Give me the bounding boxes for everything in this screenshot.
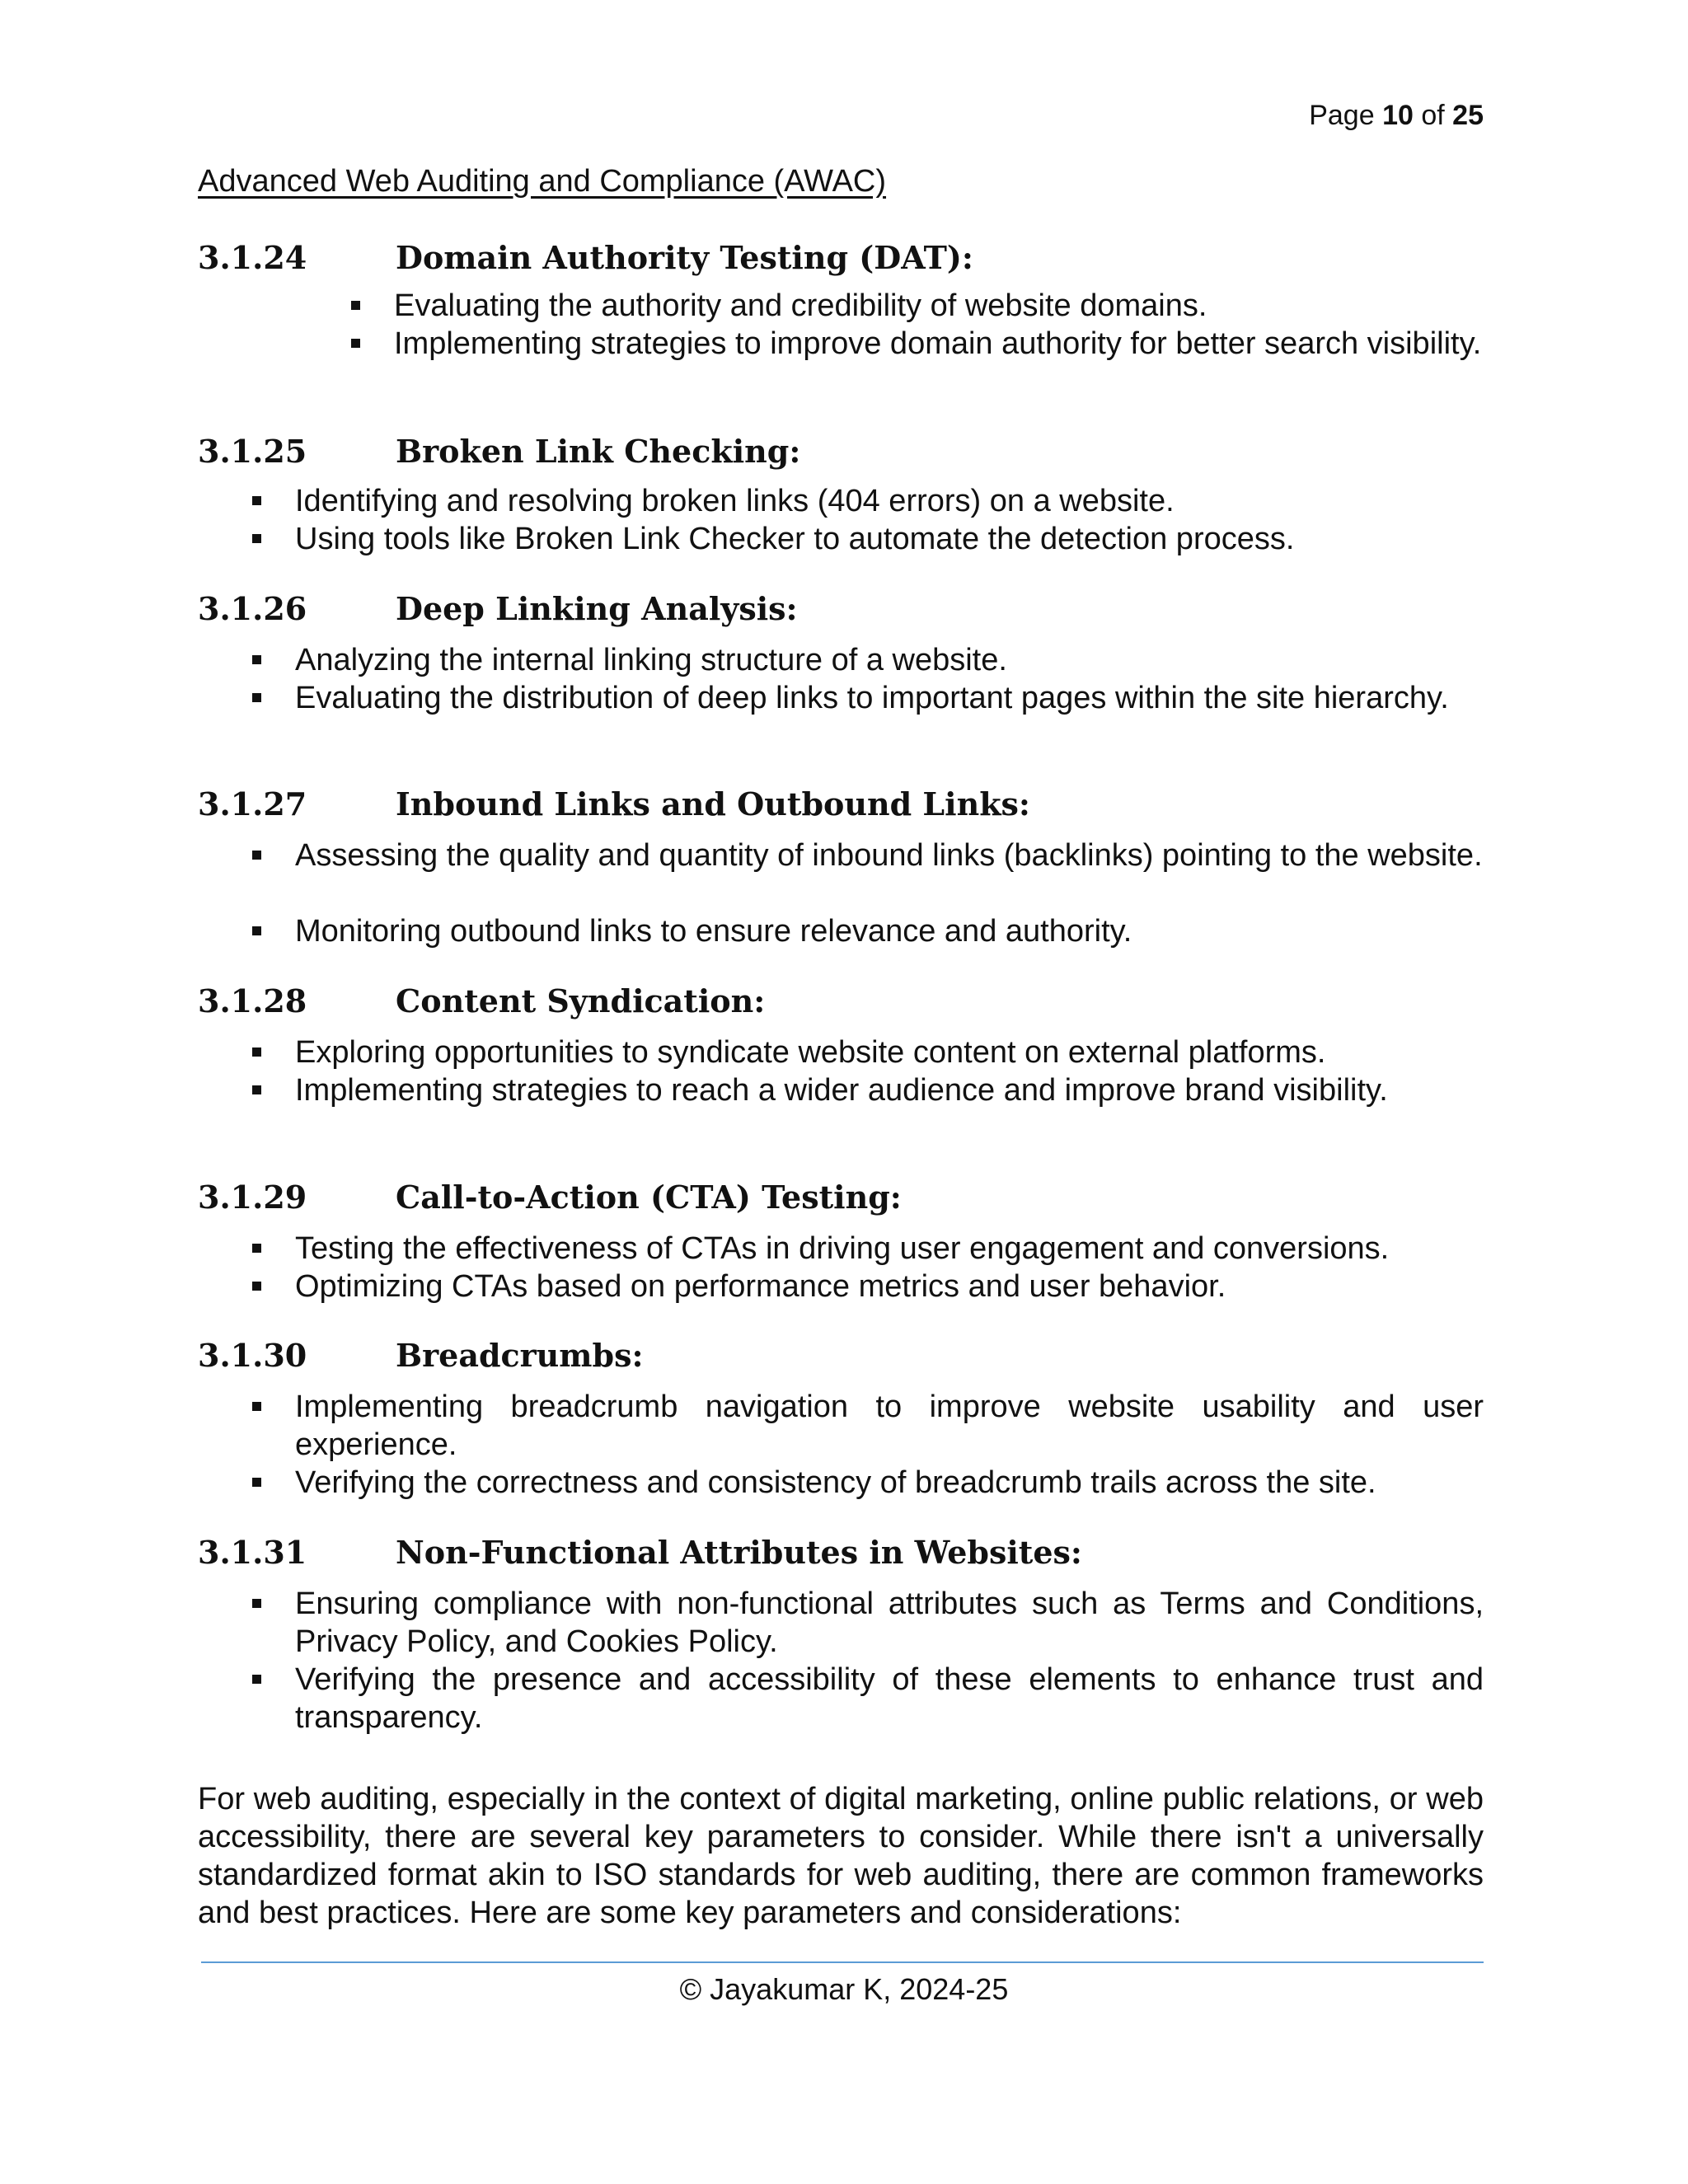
list-item bbox=[295, 1585, 1484, 1661]
section-number: 3.1.25 bbox=[198, 433, 307, 470]
page-total: 25 bbox=[1452, 100, 1484, 131]
bullet-square-icon bbox=[252, 655, 261, 664]
list-item-text: Verifying the correctness and consistency of breadcrumb trails across the site. bbox=[295, 1465, 1376, 1500]
list-item bbox=[295, 837, 1484, 874]
list-item-text: Verifying the presence and accessibility of these elements to enhance trust and transparency. bbox=[295, 1662, 1484, 1735]
closing-paragraph: For web auditing, especially in the context of digital marketing, online public relations, or web accessibility, there are several key parameters to consider. While there isn't a universally standardized format akin to ISO standards for web auditing, there are common frameworks and best practices. Here are some key parameters and considerations: bbox=[198, 1782, 1484, 1930]
section-heading-3-1-26 bbox=[198, 590, 798, 628]
list-item bbox=[295, 912, 1484, 950]
section-heading-3-1-25 bbox=[198, 433, 800, 471]
footer-copyright: © Jayakumar K, 2024-25 bbox=[679, 1972, 1009, 2006]
section-number: 3.1.28 bbox=[198, 982, 307, 1019]
section-title: Non-Functional Attributes in Websites: bbox=[396, 1534, 1082, 1571]
bullet-square-icon bbox=[252, 693, 261, 702]
list-item-text: Testing the effectiveness of CTAs in driving user engagement and conversions. bbox=[295, 1231, 1390, 1266]
list-item bbox=[295, 1230, 1484, 1268]
bullet-square-icon bbox=[351, 301, 360, 310]
bullet-square-icon bbox=[252, 1402, 261, 1411]
section-title: Breadcrumbs: bbox=[396, 1337, 644, 1374]
section-title: Domain Authority Testing (DAT): bbox=[396, 239, 973, 276]
section-number: 3.1.31 bbox=[198, 1534, 307, 1571]
section-title: Content Syndication: bbox=[396, 982, 766, 1019]
page-of: of bbox=[1421, 100, 1445, 131]
section-number: 3.1.30 bbox=[198, 1337, 307, 1374]
list-item-text: Ensuring compliance with non-functional attributes such as Terms and Conditions, Privacy Policy, and Cookies Policy. bbox=[295, 1586, 1484, 1659]
list-item bbox=[295, 641, 1484, 679]
list-item bbox=[295, 1661, 1484, 1736]
list-item bbox=[295, 1071, 1484, 1109]
bullet-square-icon bbox=[252, 1478, 261, 1487]
section-number: 3.1.26 bbox=[198, 590, 307, 627]
list-item bbox=[394, 287, 1484, 325]
list-item bbox=[295, 1388, 1484, 1464]
section-number: 3.1.27 bbox=[198, 785, 307, 823]
section-heading-3-1-29 bbox=[198, 1179, 902, 1216]
list-item-text: Evaluating the authority and credibility of website domains. bbox=[394, 288, 1207, 323]
list-item-text: Evaluating the distribution of deep links to important pages within the site hierarchy. bbox=[295, 681, 1449, 715]
bullet-square-icon bbox=[252, 1085, 261, 1094]
list-item bbox=[295, 1033, 1484, 1071]
list-item-text: Implementing strategies to improve domain authority for better search visibility. bbox=[394, 326, 1482, 361]
list-item-text: Monitoring outbound links to ensure relevance and authority. bbox=[295, 914, 1132, 949]
page-number bbox=[1170, 99, 1484, 132]
list-item bbox=[394, 325, 1484, 363]
section-title: Deep Linking Analysis: bbox=[396, 590, 798, 627]
list-item bbox=[295, 1464, 1484, 1502]
section-title: Inbound Links and Outbound Links: bbox=[396, 785, 1030, 823]
section-heading-3-1-27 bbox=[198, 785, 1030, 823]
bullet-square-icon bbox=[252, 496, 261, 505]
list-item bbox=[295, 1268, 1484, 1305]
bullet-square-icon bbox=[252, 1599, 261, 1608]
document-title: Advanced Web Auditing and Compliance (AWAC) bbox=[198, 164, 887, 199]
section-title: Call-to-Action (CTA) Testing: bbox=[396, 1179, 902, 1216]
list-item-text: Exploring opportunities to syndicate website content on external platforms. bbox=[295, 1035, 1326, 1070]
section-heading-3-1-31 bbox=[198, 1534, 1082, 1572]
bullet-square-icon bbox=[252, 926, 261, 935]
list-item-text: Analyzing the internal linking structure of a website. bbox=[295, 643, 1007, 677]
bullet-square-icon bbox=[252, 534, 261, 543]
page-current: 10 bbox=[1382, 100, 1414, 131]
list-item-text: Optimizing CTAs based on performance metrics and user behavior. bbox=[295, 1269, 1226, 1304]
bullet-square-icon bbox=[252, 851, 261, 860]
list-item-text: Identifying and resolving broken links (404 errors) on a website. bbox=[295, 484, 1175, 518]
bullet-square-icon bbox=[252, 1282, 261, 1291]
section-title: Broken Link Checking: bbox=[396, 433, 801, 470]
page-label: Page bbox=[1309, 100, 1375, 131]
list-item-text: Implementing breadcrumb navigation to improve website usability and user experience. bbox=[295, 1390, 1484, 1462]
section-heading-3-1-28 bbox=[198, 982, 765, 1020]
section-heading-3-1-24 bbox=[198, 239, 973, 277]
bullet-square-icon bbox=[252, 1244, 261, 1253]
list-item bbox=[295, 679, 1484, 717]
bullet-square-icon bbox=[252, 1675, 261, 1684]
list-item-text: Using tools like Broken Link Checker to automate the detection process. bbox=[295, 522, 1295, 556]
list-item bbox=[295, 520, 1484, 558]
section-heading-3-1-30 bbox=[198, 1337, 644, 1375]
bullet-square-icon bbox=[351, 339, 360, 348]
bullet-square-icon bbox=[252, 1047, 261, 1057]
list-item-text: Assessing the quality and quantity of inbound links (backlinks) pointing to the website. bbox=[295, 838, 1483, 873]
section-number: 3.1.29 bbox=[198, 1179, 307, 1216]
footer-divider bbox=[201, 1961, 1484, 1963]
section-number: 3.1.24 bbox=[198, 239, 307, 276]
list-item bbox=[295, 482, 1484, 520]
list-item-text: Implementing strategies to reach a wider audience and improve brand visibility. bbox=[295, 1073, 1388, 1108]
